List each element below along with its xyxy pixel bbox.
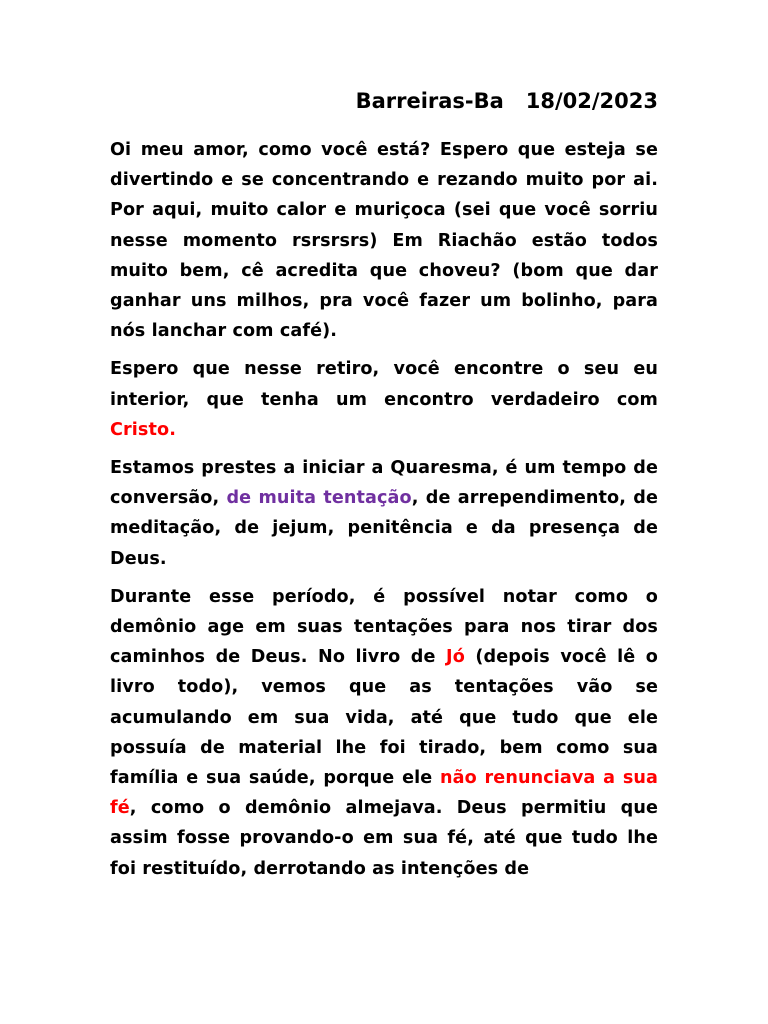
place-date: Barreiras-Ba 18/02/2023 — [355, 89, 658, 113]
paragraph-job-text-2: (depois você lê o livro todo), vemos que as tentações vão se acumulando em sua vida, até que tudo que ele possuía de material lhe foi tirado, bem como sua família e sua saúde, porque ele — [110, 647, 658, 789]
paragraph-lent-text-end: , de arrependimento, de meditação, de jejum, penitência e da presença de Deus. — [110, 488, 658, 569]
paragraph-greeting — [110, 135, 658, 346]
highlight-jo: Jó — [446, 647, 465, 668]
letter-page — [110, 86, 658, 892]
paragraph-retreat — [110, 354, 658, 445]
paragraph-lent — [110, 453, 658, 574]
highlight-cristo: Cristo. — [110, 419, 176, 440]
highlight-faith: não renunciava a sua fé — [110, 768, 658, 819]
paragraph-greeting-text: Oi meu amor, como você está? Espero que esteja se divertindo e se concentrando e rezando muito por ai. Por aqui, muito calor e muriçoca (sei que você sorriu nesse momento rsrsrsrs) Em Riachão estão todos muito bem, cê acredita que choveu? (bom que dar ganhar uns milhos, pra você fazer um bolinho, para nós lanchar com café). — [110, 140, 658, 342]
highlight-temptation: de muita tentação — [226, 488, 412, 509]
paragraph-job-text-3: , como o demônio almejava. Deus permitiu que assim fosse provando-o em sua fé, até que tudo lhe foi restituído, derrotando as intenções de — [110, 798, 658, 879]
paragraph-job — [110, 582, 658, 884]
paragraph-lent-text-start: Estamos prestes a iniciar a Quaresma, é um tempo de conversão, — [110, 458, 658, 509]
paragraph-retreat-text: Espero que nesse retiro, você encontre o seu eu interior, que tenha um encontro verdadeiro com — [110, 359, 658, 410]
paragraph-job-text-1: Durante esse período, é possível notar como o demônio age em suas tentações para nos tirar dos caminhos de Deus. No livro de — [110, 586, 658, 668]
